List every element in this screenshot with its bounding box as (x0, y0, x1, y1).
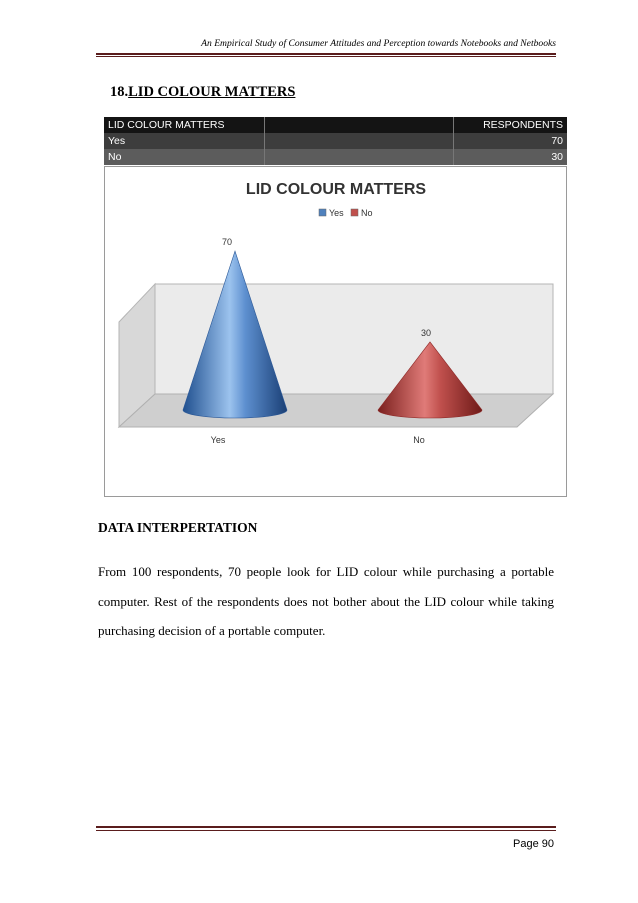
table-cell-value: 30 (453, 149, 567, 165)
table-spacer-cell (264, 149, 453, 165)
table-row (104, 149, 567, 165)
table-row (104, 133, 567, 149)
category-label-no: No (413, 435, 425, 445)
header-rule (96, 53, 556, 55)
table-header-col1: LID COLOUR MATTERS (104, 117, 264, 133)
table-header-row (104, 117, 567, 133)
data-label-yes: 70 (221, 237, 233, 248)
legend-swatch-yes (319, 209, 326, 216)
legend-label-yes: Yes (329, 208, 344, 218)
interpretation-text: From 100 respondents, 70 people look for LID colour while purchasing a portable computer. Rest of the respondents does not bother about the LID colour while taking purchasing decision of a portable computer. (98, 564, 554, 638)
section-title-text: LID COLOUR MATTERS (128, 84, 296, 100)
data-table (104, 117, 567, 165)
table-spacer-cell (264, 117, 453, 133)
interpretation-title: DATA INTERPERTATION (98, 520, 258, 535)
chart-legend (319, 208, 373, 218)
legend-swatch-no (351, 209, 358, 216)
footer-rule (96, 826, 556, 828)
table-header-col2: RESPONDENTS (453, 117, 567, 133)
header-rule-thin (96, 56, 556, 57)
running-header: An Empirical Study of Consumer Attitudes and Perception towards Notebooks and Netbooks (201, 38, 556, 49)
table-cell-value: 70 (453, 133, 567, 149)
chart-title: LID COLOUR MATTERS (245, 181, 427, 198)
table-cell-label: Yes (104, 133, 264, 149)
category-label-yes: Yes (210, 435, 226, 445)
data-label-no: 30 (420, 327, 432, 338)
chart-container (104, 166, 567, 497)
footer-rule-thin (96, 830, 556, 831)
table-cell-label: No (104, 149, 264, 165)
legend-label-no: No (361, 208, 373, 218)
section-number: 18. (110, 84, 129, 100)
section-title (110, 84, 295, 101)
table-spacer-cell (264, 133, 453, 149)
page-number: Page 90 (513, 838, 554, 850)
cone-chart (105, 167, 568, 498)
